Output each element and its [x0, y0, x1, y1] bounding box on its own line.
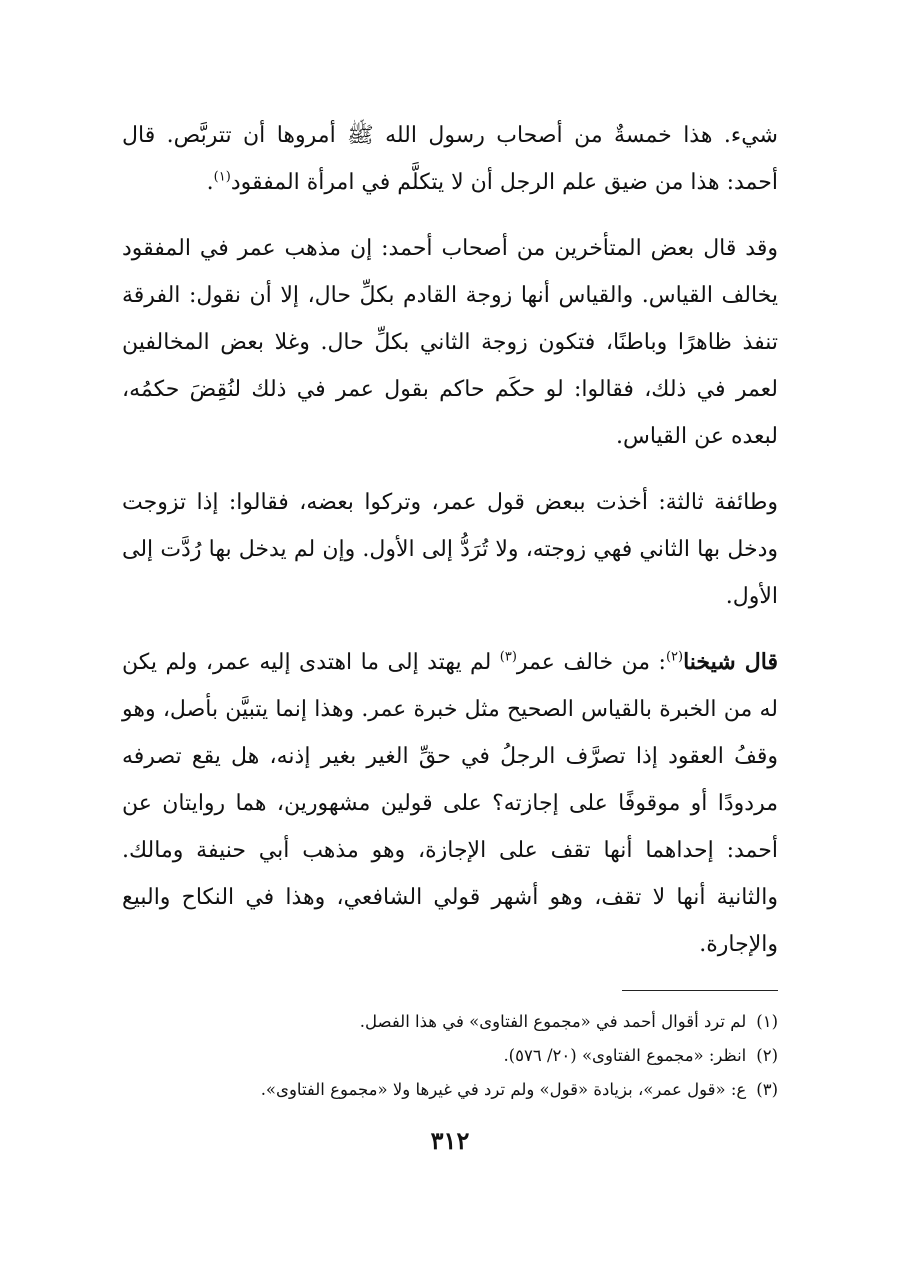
- paragraph-2: وقد قال بعض المتأخرين من أصحاب أحمد: إن مذهب عمر في المفقود يخالف القياس. والقياس أنها زوجة القادم بكلِّ حال، إلا أن نقول: الفرقة تنفذ ظاهرًا وباطنًا، فتكون زوجة الثاني بكلِّ حال. وغلا بعض المخالفين لعمر في ذلك، فقالوا: لو حكَم حاكم بقول عمر في ذلك لنُقِضَ حكمُه، لبعده عن القياس.: [122, 236, 778, 449]
- paragraph-3: وطائفة ثالثة: أخذت ببعض قول عمر، وتركوا بعضه، فقالوا: إذا تزوجت ودخل بها الثاني فهي زوجته، ولا تُرَدُّ إلى الأول. وإن لم يدخل بها رُدَّت إلى الأول.: [122, 490, 778, 609]
- footnote-divider: [622, 990, 778, 991]
- footnote-ref-1[interactable]: (١): [213, 169, 231, 185]
- paragraph-lead: قال شيخنا: [683, 649, 778, 675]
- footnotes: [122, 1005, 778, 1107]
- footnote-1: (١)لم ترد أقوال أحمد في «مجموع الفتاوى» في هذا الفصل.: [359, 1012, 778, 1031]
- footnote-ref-2[interactable]: (٢): [665, 649, 684, 665]
- page-number: ٣١٢: [430, 1126, 470, 1155]
- paragraph-4: قال شيخنا$^{(٢)}$: من خالف عمر$^{(٣)}$ لم يهتد إلى ما اهتدى إليه عمر، ولم يكن له من الخبرة بالقياس الصحيح مثل خبرة عمر. وهذا إنما يتبيَّن بأصل، وهو وقفُ العقود إذا تصرَّف الرجلُ في حقِّ الغير بغير إذنه، هل يقع تصرفه مردودًا أو موقوفًا على إجازته؟ على قولين مشهورين، هما روايتان عن أحمد: إحداهما أنها تقف على الإجازة، وهو مذهب أبي حنيفة ومالك. والثانية أنها لا تقف، وهو أشهر قولي الشافعي، وهذا في النكاح والبيع والإجارة.: [122, 649, 778, 957]
- footnote-3: (٣)ع: «قول عمر»، بزيادة «قول» ولم ترد في غيرها ولا «مجموع الفتاوى».: [260, 1080, 778, 1099]
- footnote-2: (٢)انظر: «مجموع الفتاوى» (٢٠/ ٥٧٦).: [503, 1046, 778, 1065]
- paragraph-1: شيء. هذا خمسةٌ من أصحاب رسول الله ﷺ أمروها أن تتربَّص. قال أحمد: هذا من ضيق علم الرجل أن لا يتكلَّم في امرأة المفقود$^{(١)}$.: [122, 123, 778, 195]
- main-text: [122, 112, 778, 987]
- footnote-ref-3[interactable]: (٣): [499, 649, 517, 665]
